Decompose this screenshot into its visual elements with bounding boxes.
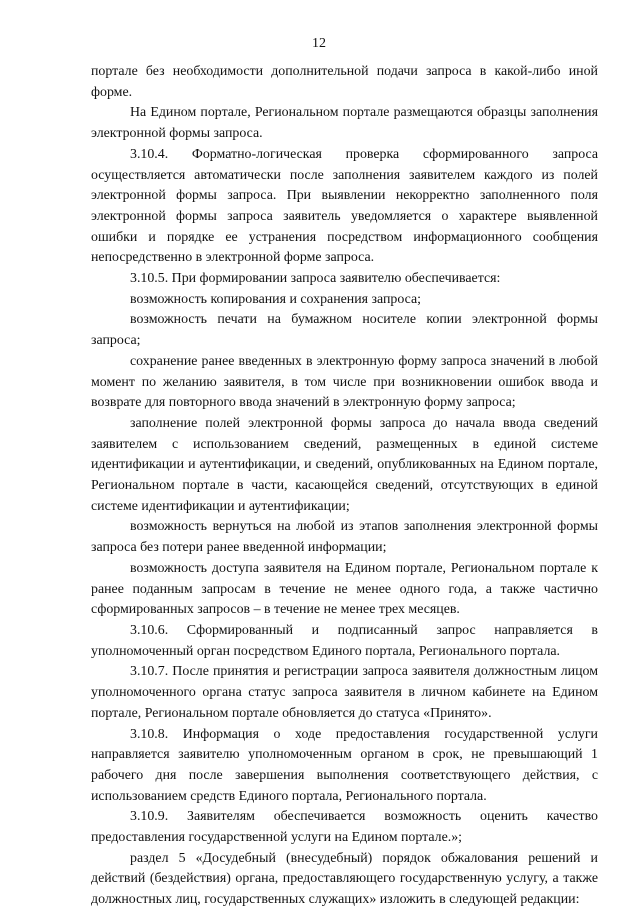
paragraph-section-5: раздел 5 «Досудебный (внесудебный) порядок обжалования решений и действий (бездействия) органа, предоставляющего государственную услугу, а также должностных лиц, государственных служащих» изложить в следующей редакции: (91, 850, 598, 908)
body-text (91, 62, 598, 911)
paragraph-3-10-5: 3.10.5. При формировании запроса заявителю обеспечивается: (130, 271, 501, 287)
list-item-print: возможность печати на бумажном носителе копии электронной формы запроса; (91, 312, 598, 349)
list-item-return-step: возможность вернуться на любой из этапов заполнения электронной формы запроса без потери ранее введенной информации; (91, 519, 598, 556)
paragraph-samples: На Едином портале, Региональном портале размещаются образцы заполнения электронной формы запроса. (91, 105, 598, 142)
list-item-autofill: заполнение полей электронной формы запроса до начала ввода сведений заявителем с использованием сведений, размещенных в единой системе идентификации и аутентификации, и сведений, опубликованных на Едином портале, Региональном портале в части, касающейся сведений, отсутствующих в единой системе идентификации и аутентификации; (91, 415, 598, 514)
list-item-access-requests: возможность доступа заявителя на Едином портале, Региональном портале к ранее поданным запросам в течение не менее одного года, а также частично сформированных запросов – в течение не менее трех месяцев. (91, 560, 598, 618)
paragraph-3-10-7: 3.10.7. После принятия и регистрации запроса заявителя должностным лицом уполномоченного органа статус запроса заявителя в личном кабинете на Едином портале, Региональном портале обновляется до статуса «Принято». (91, 664, 598, 721)
list-item-save-values: сохранение ранее введенных в электронную форму запроса значений в любой момент по желанию заявителя, в том числе при возникновении ошибок ввода и возврате для повторного ввода значений в электронную форму запроса; (91, 353, 598, 411)
paragraph-3-10-6: 3.10.6. Сформированный и подписанный запрос направляется в уполномоченный орган посредством Единого портала, Регионального портала. (91, 622, 598, 659)
paragraph-3-10-9: 3.10.9. Заявителям обеспечивается возможность оценить качество предоставления государственной услуги на Едином портале.»; (91, 809, 598, 846)
list-item-copy-save: возможность копирования и сохранения запроса; (130, 291, 422, 307)
paragraph-3-10-8: 3.10.8. Информация о ходе предоставления государственной услуги направляется заявителю уполномоченным органом в срок, не превышающий 1 рабочего дня после завершения выполнения соответствующего действия, с использованием средств Единого портала, Регионального портала. (91, 726, 598, 804)
paragraph-3-10-4: 3.10.4. Форматно-логическая проверка сформированного запроса осуществляется автоматически после заполнения заявителем каждого из полей электронной формы запроса. При выявлении некорректно заполненного поля электронной формы запроса заявитель уведомляется о характере выявленной ошибки и порядке ее устранения посредством информационного сообщения непосредственно в электронной форме запроса. (91, 146, 598, 266)
page-number: 12 (312, 36, 326, 51)
paragraph-continuation: портале без необходимости дополнительной подачи запроса в какой-либо иной форме. (91, 64, 598, 100)
